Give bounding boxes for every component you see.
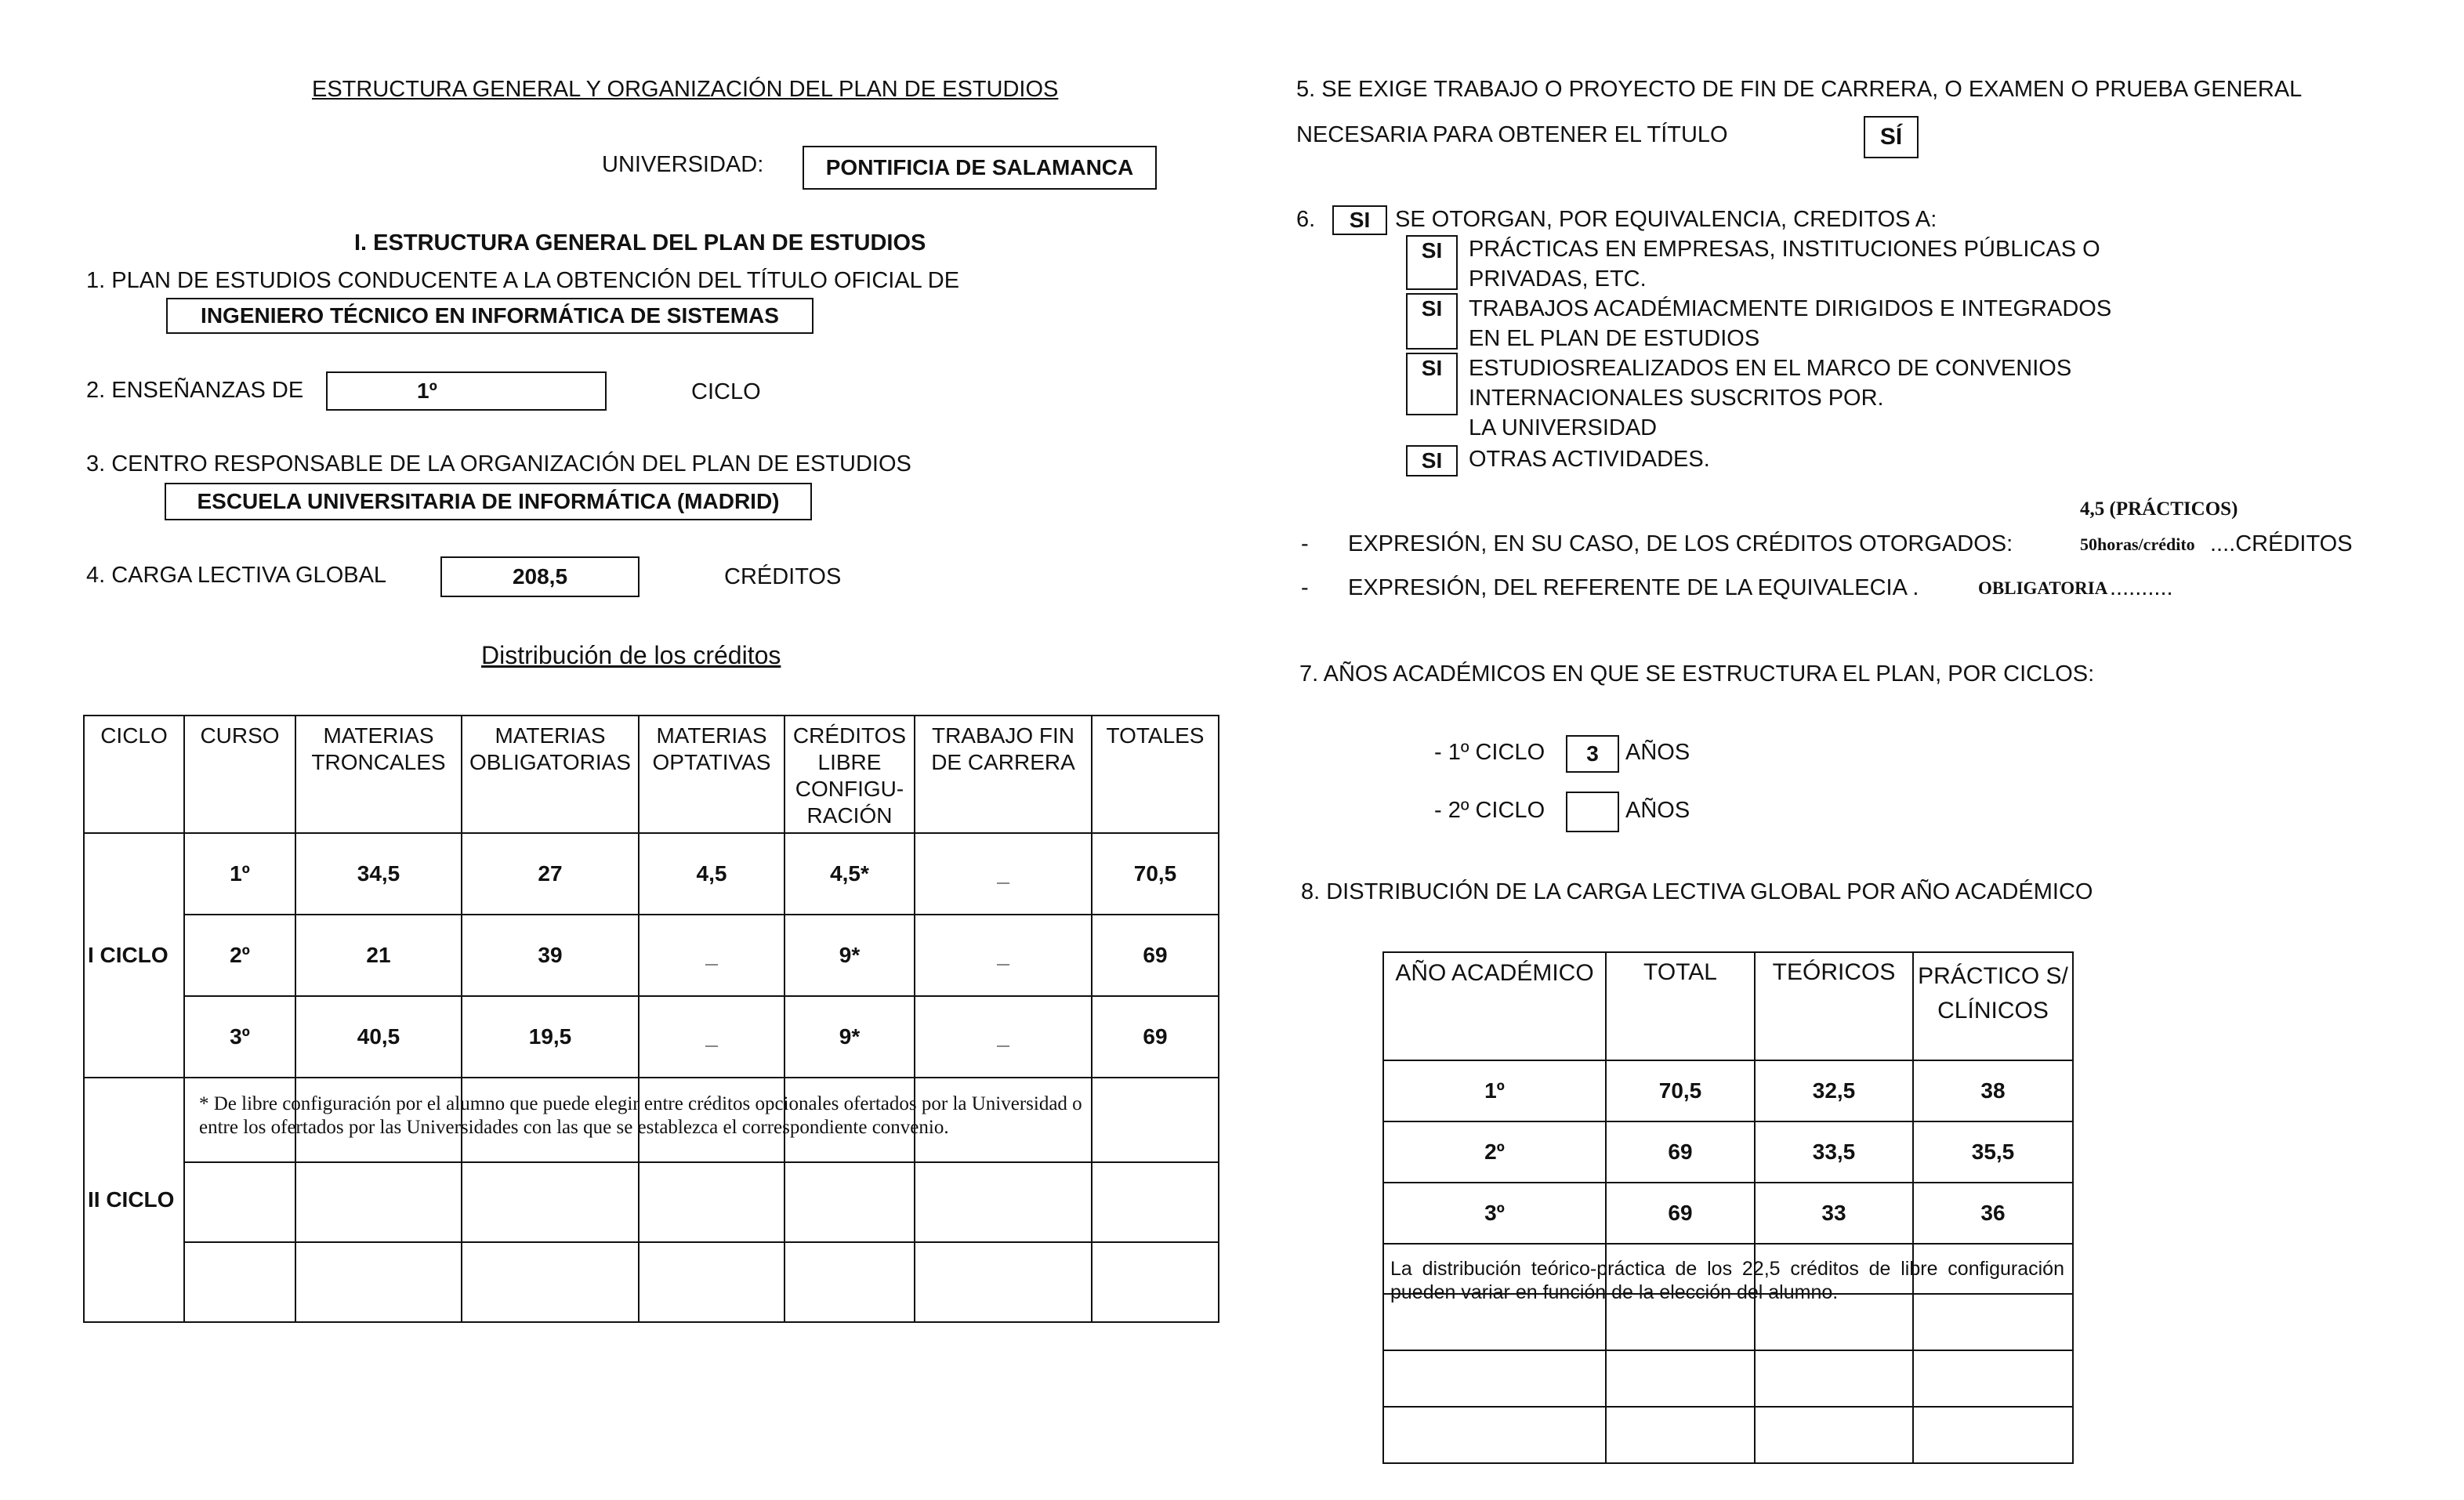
table-row — [1383, 1121, 2073, 1183]
distribution-title: Distribución de los créditos — [481, 641, 781, 669]
expr2-value: OBLIGATORIA — [1978, 578, 2108, 598]
table-cell: 4,5* — [784, 833, 915, 915]
header-curso: CURSO — [184, 716, 295, 833]
table-cell: _ — [915, 996, 1092, 1078]
credits-table-note: * De libre configuración por el alumno que puede elegir entre créditos opcionales ofertados por la Universidad o entre los ofertados por las Universidades con las que se establezca el correspondiente convenio. — [199, 1093, 1082, 1138]
header-practicos: PRÁCTICO S/ CLÍNICOS — [1913, 952, 2073, 1060]
table-cell: 3º — [1383, 1183, 1606, 1244]
table-row — [1383, 1407, 2073, 1463]
table-cell: 69 — [1606, 1183, 1755, 1244]
ciclo-2-cell: II CICLO — [84, 1078, 184, 1322]
table-cell: 19,5 — [462, 996, 639, 1078]
ciclo-1-cell: I CICLO — [84, 833, 184, 1078]
table-row — [84, 915, 1219, 996]
option-estudios-line1: ESTUDIOSREALIZADOS EN EL MARCO DE CONVENIOS — [1469, 356, 2072, 381]
header-trabajo-fin: TRABAJO FIN DE CARRERA — [915, 716, 1092, 833]
item8-label: 8. DISTRIBUCIÓN DE LA CARGA LECTIVA GLOBAL POR AÑO ACADÉMICO — [1301, 879, 2093, 904]
table-cell: 9* — [784, 996, 915, 1078]
table-cell: 33,5 — [1755, 1121, 1913, 1183]
item6-label: SE OTORGAN, POR EQUIVALENCIA, CREDITOS A: — [1395, 207, 1937, 232]
table-cell: 33 — [1755, 1183, 1913, 1244]
header-obligatorias: MATERIAS OBLIGATORIAS — [462, 716, 639, 833]
university-field: PONTIFICIA DE SALAMANCA — [803, 146, 1157, 190]
table-cell: _ — [915, 915, 1092, 996]
credits-note-top: 4,5 (PRÁCTICOS) — [2080, 498, 2238, 520]
table-cell: 39 — [462, 915, 639, 996]
cycle1-years-field: 3 — [1566, 735, 1619, 773]
expr1-suffix: ....CRÉDITOS — [2210, 531, 2353, 556]
document-title: ESTRUCTURA GENERAL Y ORGANIZACIÓN DEL PLAN DE ESTUDIOS — [312, 77, 1059, 102]
cycle2-years-field — [1566, 792, 1619, 832]
table-cell: 9* — [784, 915, 915, 996]
item2-label: 2. ENSEÑANZAS DE — [86, 378, 304, 403]
header-troncales: MATERIAS TRONCALES — [295, 716, 462, 833]
table-cell: 38 — [1913, 1060, 2073, 1121]
cycle-field: 1º — [326, 371, 607, 411]
global-load-field: 208,5 — [440, 556, 640, 597]
final-project-field: SÍ — [1864, 116, 1919, 158]
table-row — [84, 833, 1219, 915]
table-cell: 4,5 — [639, 833, 784, 915]
cycle1-label: - 1º CICLO — [1434, 740, 1545, 765]
table-row — [84, 1242, 1219, 1322]
expr2-suffix: .......... — [2110, 575, 2173, 600]
equivalence-field: SI — [1332, 205, 1387, 235]
table-row — [1383, 1060, 2073, 1121]
option-practicas-line1: PRÁCTICAS EN EMPRESAS, INSTITUCIONES PÚBLICAS O — [1469, 237, 2100, 262]
table-cell: 1º — [184, 833, 295, 915]
option-box-practicas: SI — [1406, 235, 1458, 290]
item5-line1: 5. SE EXIGE TRABAJO O PROYECTO DE FIN DE CARRERA, O EXAMEN O PRUEBA GENERAL — [1296, 77, 2303, 102]
annual-load-table — [1382, 951, 2074, 1464]
credits-table — [83, 715, 1219, 1323]
table-row — [1383, 1183, 2073, 1244]
item4-suffix: CRÉDITOS — [724, 564, 842, 589]
option-trabajos-line2: EN EL PLAN DE ESTUDIOS — [1469, 326, 1760, 351]
option-box-trabajos: SI — [1406, 293, 1458, 350]
header-total: TOTAL — [1606, 952, 1755, 1060]
table-cell: _ — [915, 833, 1092, 915]
header-ano-academico: AÑO ACADÉMICO — [1383, 952, 1606, 1060]
header-optativas: MATERIAS OPTATIVAS — [639, 716, 784, 833]
table-row — [1383, 1350, 2073, 1407]
table-cell: 69 — [1606, 1121, 1755, 1183]
table-cell: 32,5 — [1755, 1060, 1913, 1121]
cycle1-years-unit: AÑOS — [1625, 740, 1690, 765]
table-cell: 70,5 — [1606, 1060, 1755, 1121]
item3-label: 3. CENTRO RESPONSABLE DE LA ORGANIZACIÓN DEL PLAN DE ESTUDIOS — [86, 451, 911, 476]
expr2-label: EXPRESIÓN, DEL REFERENTE DE LA EQUIVALECIA . — [1348, 575, 1919, 600]
header-teoricos: TEÓRICOS — [1755, 952, 1913, 1060]
header-totales: TOTALES — [1092, 716, 1219, 833]
section-title: I. ESTRUCTURA GENERAL DEL PLAN DE ESTUDIOS — [354, 230, 926, 255]
table-cell: 70,5 — [1092, 833, 1219, 915]
annual-load-note: La distribución teórico-práctica de los 22,5 créditos de libre configuración pueden variar en función de la elección del alumno. — [1390, 1258, 2064, 1303]
item6-number: 6. — [1296, 207, 1316, 232]
item7-label: 7. AÑOS ACADÉMICOS EN QUE SE ESTRUCTURA EL PLAN, POR CICLOS: — [1299, 661, 2095, 687]
item4-label: 4. CARGA LECTIVA GLOBAL — [86, 563, 387, 588]
degree-title-field: INGENIERO TÉCNICO EN INFORMÁTICA DE SISTEMAS — [166, 298, 813, 334]
table-cell: 27 — [462, 833, 639, 915]
cycle2-years-unit: AÑOS — [1625, 798, 1690, 823]
table-cell: 1º — [1383, 1060, 1606, 1121]
bullet: - — [1301, 575, 1309, 600]
table-cell: 2º — [1383, 1121, 1606, 1183]
table-cell: _ — [639, 996, 784, 1078]
table-cell: 36 — [1913, 1183, 2073, 1244]
option-practicas-line2: PRIVADAS, ETC. — [1469, 266, 1647, 292]
table-cell: 40,5 — [295, 996, 462, 1078]
table-cell: 2º — [184, 915, 295, 996]
option-box-otras: SI — [1406, 445, 1458, 476]
center-field: ESCUELA UNIVERSITARIA DE INFORMÁTICA (MADRID) — [165, 483, 812, 520]
expr1-value: 50horas/crédito — [2080, 534, 2195, 554]
item1-label: 1. PLAN DE ESTUDIOS CONDUCENTE A LA OBTENCIÓN DEL TÍTULO OFICIAL DE — [86, 268, 960, 293]
table-cell: 69 — [1092, 915, 1219, 996]
table-row — [84, 1162, 1219, 1242]
header-ciclo: CICLO — [84, 716, 184, 833]
header-libre-config: CRÉDITOS LIBRE CONFIGU-RACIÓN — [784, 716, 915, 833]
item5-line2: NECESARIA PARA OBTENER EL TÍTULO — [1296, 122, 1728, 147]
table-row — [84, 996, 1219, 1078]
table-cell: 3º — [184, 996, 295, 1078]
university-label: UNIVERSIDAD: — [602, 152, 764, 177]
cycle2-label: - 2º CICLO — [1434, 798, 1545, 823]
option-estudios-line3: LA UNIVERSIDAD — [1469, 415, 1658, 440]
option-otras-line1: OTRAS ACTIVIDADES. — [1469, 447, 1710, 472]
option-trabajos-line1: TRABAJOS ACADÉMIACMENTE DIRIGIDOS E INTEGRADOS — [1469, 296, 2112, 321]
table-cell: _ — [639, 915, 784, 996]
option-box-estudios: SI — [1406, 353, 1458, 415]
option-estudios-line2: INTERNACIONALES SUSCRITOS POR. — [1469, 386, 1884, 411]
table-cell: 21 — [295, 915, 462, 996]
bullet: - — [1301, 531, 1309, 556]
table-cell: 35,5 — [1913, 1121, 2073, 1183]
table-cell: 69 — [1092, 996, 1219, 1078]
item2-suffix: CICLO — [691, 379, 761, 404]
table-cell: 34,5 — [295, 833, 462, 915]
expr1-label: EXPRESIÓN, EN SU CASO, DE LOS CRÉDITOS OTORGADOS: — [1348, 531, 2013, 556]
